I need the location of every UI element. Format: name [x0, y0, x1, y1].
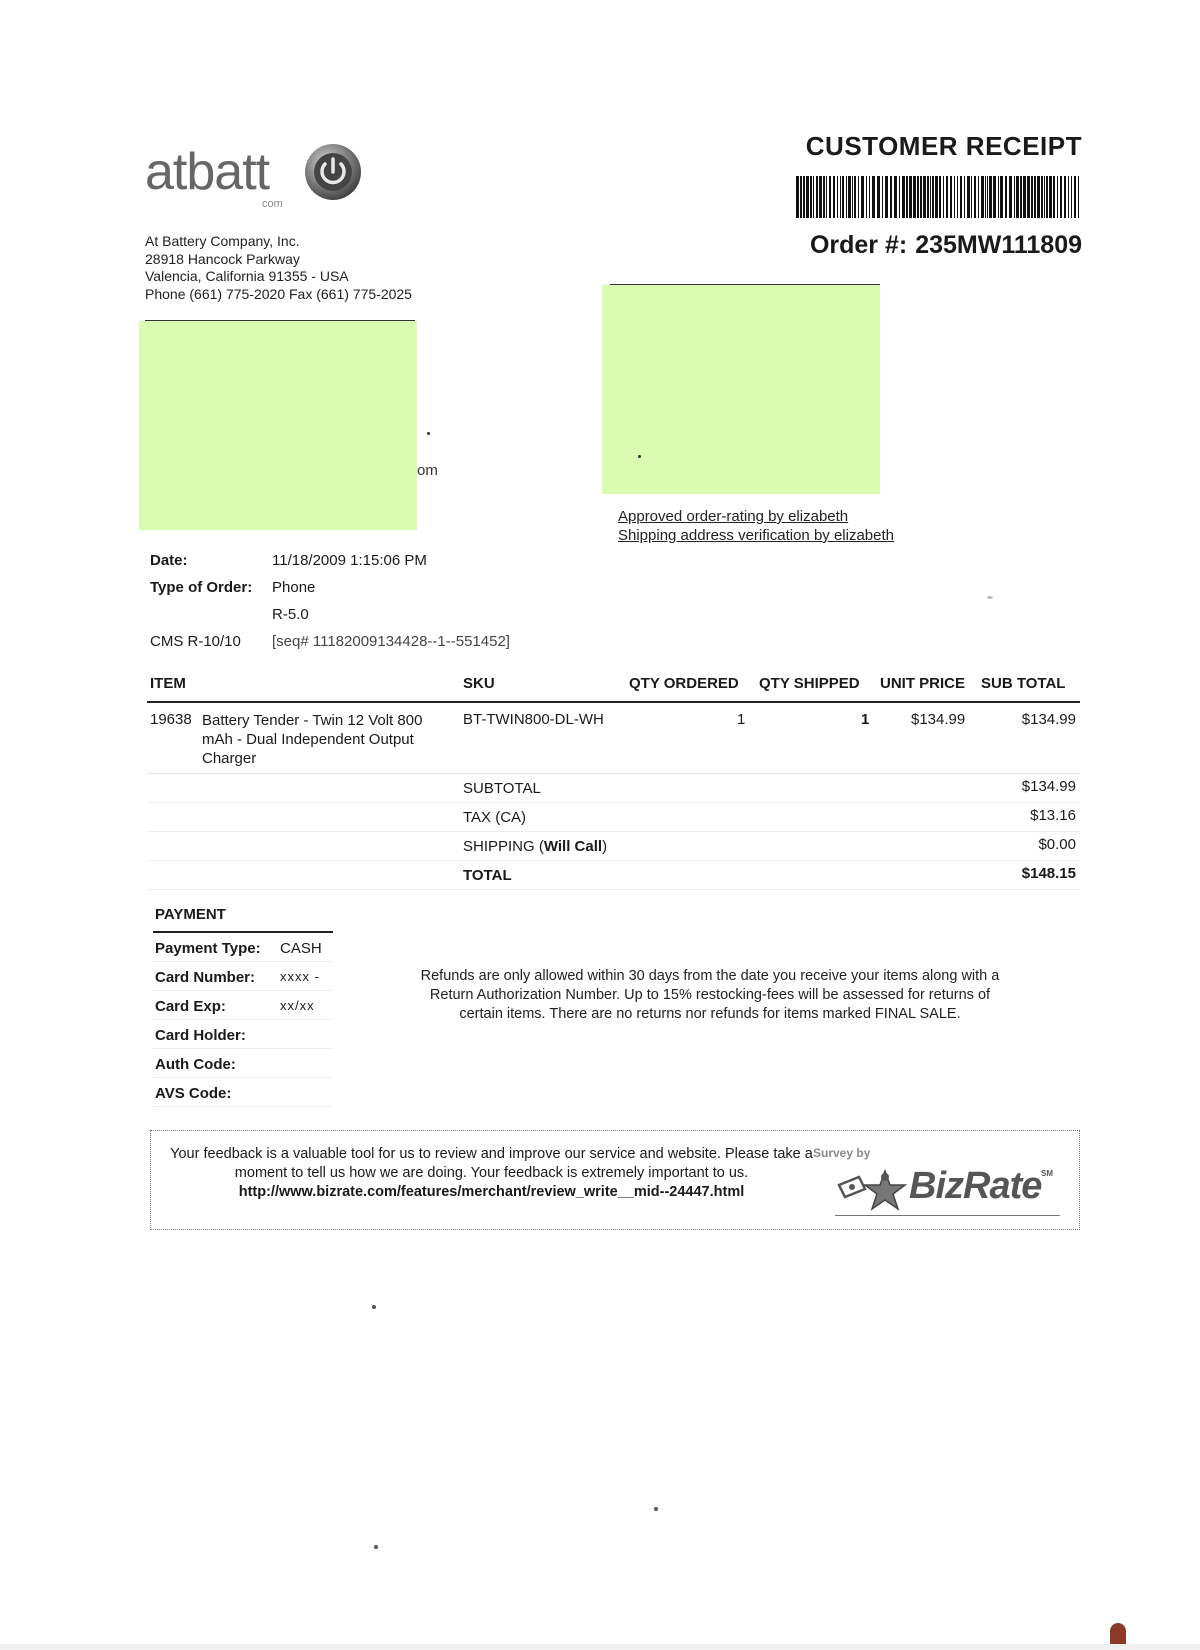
- barcode-bar: [1005, 176, 1007, 218]
- barcode-bar: [1027, 176, 1030, 218]
- barcode-bar: [1020, 176, 1022, 218]
- card-number-row: [153, 962, 333, 991]
- feedback-url-link[interactable]: http://www.bizrate.com/features/merchant/review_write__mid--24447.html: [238, 1184, 745, 1200]
- redacted-shipping-address: [602, 285, 880, 494]
- barcode-bar: [1053, 176, 1055, 218]
- receipt-title: CUSTOMER RECEIPT: [805, 131, 1082, 161]
- payment-type-label: Payment Type:: [155, 940, 261, 957]
- barcode-bar: [1031, 176, 1033, 218]
- barcode-bar: [829, 176, 831, 218]
- bizrate-logo: [835, 1165, 1060, 1215]
- barcode-bar: [923, 176, 926, 218]
- header-sku: SKU: [463, 675, 495, 692]
- payment-type-value: CASH: [280, 940, 322, 957]
- shipping-row: [147, 832, 1080, 861]
- order-cms-label: CMS R-10/10: [150, 633, 241, 650]
- barcode-bar: [913, 176, 916, 218]
- barcode-bar: [1074, 176, 1076, 218]
- items-table-header: [147, 675, 1080, 703]
- card-holder-label: Card Holder:: [155, 1027, 246, 1044]
- card-exp-row: [153, 991, 333, 1020]
- feedback-message: Your feedback is a valuable tool for us to review and improve our service and website. Please take a moment to tell us how we are doing. Your feedback is extremely important to us.: [170, 1146, 813, 1181]
- barcode-bar: [837, 176, 838, 218]
- barcode-bar: [957, 176, 958, 218]
- approval-shipping-note: Shipping address verification by elizabeth: [618, 527, 894, 544]
- bizrate-star-icon: [835, 1169, 909, 1213]
- barcode-bar: [902, 176, 905, 218]
- shipping-value: $0.00: [1038, 836, 1076, 853]
- barcode-bar: [1016, 176, 1019, 218]
- logo-wordmark: atbatt: [145, 143, 270, 201]
- barcode-bar: [872, 176, 875, 218]
- item-number: 19638: [150, 711, 192, 728]
- company-address: [145, 233, 412, 303]
- barcode-bar: [894, 176, 897, 218]
- card-exp-value: xx/xx: [280, 998, 315, 1013]
- barcode-bar: [1000, 176, 1003, 218]
- header-sub-total: SUB TOTAL: [981, 675, 1066, 692]
- company-phone-fax: Phone (661) 775-2020 Fax (661) 775-2025: [145, 285, 412, 302]
- barcode-bar: [967, 176, 970, 218]
- bizrate-wordmark: BizRate: [909, 1165, 1042, 1207]
- bizrate-sm-mark: SM: [1041, 1169, 1053, 1178]
- barcode-bar: [877, 176, 880, 218]
- order-seq-value: [seq# 11182009134428--1--551452]: [272, 633, 510, 650]
- scan-speck: [654, 1507, 658, 1511]
- subtotal-label: SUBTOTAL: [463, 780, 541, 797]
- barcode-bar: [854, 176, 856, 218]
- card-holder-row: [153, 1020, 333, 1049]
- barcode-bar: [840, 176, 841, 218]
- feedback-box: [150, 1130, 1080, 1230]
- shipping-label-suffix: ): [602, 838, 608, 855]
- barcode-bar: [1041, 176, 1043, 218]
- barcode-bar: [987, 176, 988, 218]
- barcode-bar: [826, 176, 827, 218]
- barcode-bar: [858, 176, 859, 218]
- barcode-bar: [946, 176, 948, 218]
- barcode-bar: [1023, 176, 1026, 218]
- barcode-bar: [1044, 176, 1045, 218]
- header-qty-ordered: QTY ORDERED: [629, 675, 739, 692]
- payment-type-row: [153, 933, 333, 962]
- barcode-bar: [800, 176, 802, 218]
- refund-policy: Refunds are only allowed within 30 days from the date you receive your items along with a Return Authorization Number. Up to 15% restocking-fees will be assessed for returns of certain items. There are no returns nor refunds for items marked FINAL SALE.: [420, 968, 1000, 1022]
- subtotal-row: [147, 774, 1080, 803]
- barcode-bar: [993, 176, 996, 218]
- card-exp-label: Card Exp:: [155, 998, 226, 1015]
- scan-speck: [987, 596, 993, 599]
- atbatt-logo: [145, 142, 375, 210]
- barcode-bar: [954, 176, 955, 218]
- item-unit-price: $134.99: [911, 711, 966, 728]
- company-street: 28918 Hancock Parkway: [145, 250, 300, 267]
- barcode-bar: [964, 176, 965, 218]
- barcode-bar: [833, 176, 835, 218]
- barcode-bar: [842, 176, 844, 218]
- barcode-bar: [1060, 176, 1062, 218]
- barcode-bar: [861, 176, 864, 218]
- barcode-bar: [806, 176, 809, 218]
- barcode-bar: [1078, 176, 1079, 218]
- company-city: Valencia, California 91355 - USA: [145, 268, 349, 284]
- order-number: [810, 231, 1082, 260]
- order-type-label: Type of Order:: [150, 579, 253, 596]
- barcode-bar: [869, 176, 870, 218]
- barcode-bar: [796, 176, 799, 218]
- barcode-bar: [930, 176, 931, 218]
- barcode-bar: [1068, 176, 1069, 218]
- item-sub-total: $134.99: [1021, 711, 1076, 728]
- item-qty-ordered: 1: [737, 711, 746, 728]
- barcode-bar: [803, 176, 805, 218]
- barcode-bar: [935, 176, 938, 218]
- total-label: TOTAL: [463, 867, 512, 884]
- header-unit-price: UNIT PRICE: [880, 675, 966, 692]
- barcode-bar: [1014, 176, 1015, 218]
- scan-speck: [374, 1545, 378, 1549]
- avs-code-row: [153, 1078, 333, 1107]
- barcode-bar: [920, 176, 922, 218]
- barcode-bar: [866, 176, 867, 218]
- item-description: Battery Tender - Twin 12 Volt 800 mAh - Dual Independent Output Charger: [202, 712, 423, 767]
- barcode-bar: [882, 176, 883, 218]
- barcode-bar: [813, 176, 814, 218]
- barcode-bar: [1037, 176, 1040, 218]
- card-number-value: xxxx -: [280, 969, 320, 984]
- avs-code-label: AVS Code:: [155, 1085, 232, 1102]
- barcode-bar: [998, 176, 999, 218]
- header-qty-shipped: QTY SHIPPED: [759, 675, 860, 692]
- order-number-label: Order #:: [809, 231, 908, 259]
- logo-com-label: com: [262, 198, 283, 210]
- barcode-bar: [848, 176, 851, 218]
- subtotal-value: $134.99: [1021, 778, 1076, 795]
- barcode-bar: [1057, 176, 1058, 218]
- barcode-bar: [950, 176, 952, 218]
- barcode-bar: [971, 176, 972, 218]
- payment-title: PAYMENT: [153, 906, 333, 933]
- redacted-billing-address: [139, 321, 417, 530]
- tax-label: TAX (CA): [463, 809, 527, 826]
- order-number-value: 235MW111809: [915, 231, 1082, 259]
- order-date-value: 11/18/2009 1:15:06 PM: [272, 552, 427, 569]
- barcode-bar: [927, 176, 929, 218]
- bizrate-underline: [835, 1215, 1060, 1216]
- barcode-bar: [810, 176, 812, 218]
- redacted-email-fragment: om: [417, 462, 438, 479]
- auth-code-label: Auth Code:: [155, 1056, 236, 1073]
- total-value: $148.15: [1021, 865, 1076, 882]
- item-qty-shipped: 1: [861, 711, 870, 728]
- shipping-method: Will Call: [543, 838, 603, 855]
- approval-rating-note: Approved order-rating by elizabeth: [618, 508, 849, 525]
- barcode-bar: [890, 176, 892, 218]
- barcode-bar: [823, 176, 825, 218]
- barcode-bar: [852, 176, 853, 218]
- barcode-bar: [1009, 176, 1012, 218]
- barcode-bar: [943, 176, 944, 218]
- payment-block: [153, 906, 333, 1107]
- total-row: [147, 861, 1080, 890]
- barcode-bar: [909, 176, 912, 218]
- barcode-bar: [906, 176, 908, 218]
- barcode-bar: [932, 176, 934, 218]
- order-revision-value: R-5.0: [272, 606, 309, 623]
- barcode-bar: [1064, 176, 1066, 218]
- shipping-label-prefix: SHIPPING (: [463, 838, 544, 855]
- barcode-bar: [989, 176, 992, 218]
- items-table: [147, 675, 1080, 890]
- scan-speck: [638, 455, 641, 458]
- survey-by-label: Survey by: [813, 1146, 871, 1160]
- barcode-bar: [974, 176, 976, 218]
- barcode-bar: [1046, 176, 1048, 218]
- barcode-bar: [985, 176, 986, 218]
- order-date-label: Date:: [150, 552, 188, 569]
- barcode-bar: [885, 176, 888, 218]
- feedback-text-block: [169, 1145, 814, 1202]
- scan-speck: [427, 432, 430, 435]
- company-name: At Battery Company, Inc.: [145, 233, 300, 249]
- scan-speck: [372, 1305, 376, 1309]
- approval-notes: [618, 507, 894, 545]
- order-type-value: Phone: [272, 579, 316, 596]
- barcode-bar: [917, 176, 919, 218]
- barcode-bar: [819, 176, 822, 218]
- tax-value: $13.16: [1030, 807, 1076, 824]
- barcode-bar: [960, 176, 962, 218]
- card-number-label: Card Number:: [155, 969, 256, 986]
- shipping-label: [463, 838, 607, 855]
- tax-row: [147, 803, 1080, 832]
- item-sku: BT-TWIN800-DL-WH: [463, 711, 604, 728]
- scan-edge: [0, 1644, 1200, 1650]
- power-icon: [303, 142, 363, 202]
- barcode-bar: [1071, 176, 1072, 218]
- barcode-bar: [1049, 176, 1052, 218]
- table-row: [147, 703, 1080, 774]
- barcode-bar: [981, 176, 984, 218]
- barcode-bar: [899, 176, 900, 218]
- barcode-bar: [978, 176, 979, 218]
- header-item: ITEM: [150, 675, 186, 692]
- barcode-bar: [846, 176, 847, 218]
- auth-code-row: [153, 1049, 333, 1078]
- barcode-bar: [816, 176, 818, 218]
- order-barcode: [796, 176, 1082, 218]
- barcode-bar: [939, 176, 941, 218]
- barcode-bar: [1034, 176, 1036, 218]
